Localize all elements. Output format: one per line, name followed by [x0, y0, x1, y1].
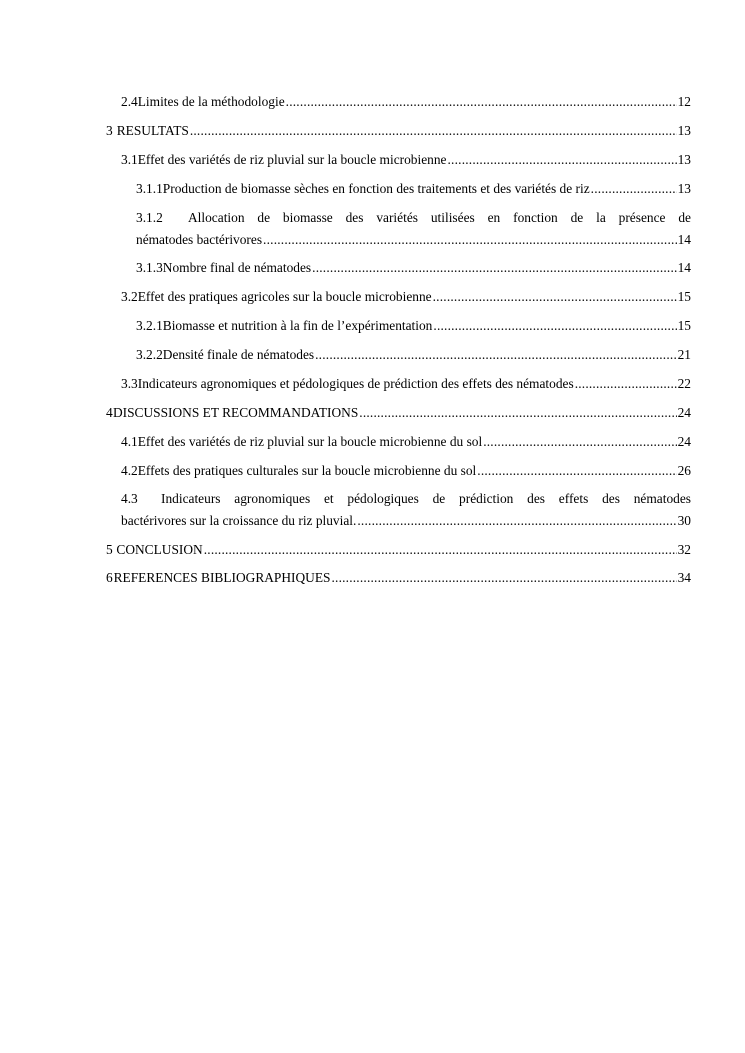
toc-page-number: 21	[677, 347, 691, 362]
dot-leader	[591, 181, 677, 197]
toc-entry-4-1[interactable]	[121, 434, 691, 450]
toc-entry-4-2[interactable]	[121, 463, 691, 479]
toc-page-number: 22	[677, 376, 691, 391]
toc-number: 4.2	[121, 463, 138, 478]
toc-title: DISCUSSIONS ET RECOMMANDATIONS	[112, 405, 359, 420]
dot-leader	[204, 542, 677, 558]
toc-number: 4.3	[121, 491, 138, 506]
toc-entry-4[interactable]	[106, 405, 691, 421]
toc-page-number: 14	[677, 260, 691, 275]
toc-page-number: 34	[677, 570, 691, 585]
toc-page-number: 13	[677, 181, 691, 196]
toc-page-number: 24	[677, 405, 691, 420]
toc-page-number: 13	[677, 123, 691, 138]
toc-entry-3[interactable]	[106, 123, 691, 139]
toc-entry-3-2[interactable]	[121, 289, 691, 305]
toc-entry-2-4[interactable]	[121, 94, 691, 110]
toc-title-line-1: Allocation de biomasse des variétés utilisées en fonction de la présence de	[188, 210, 691, 225]
toc-title: Densité finale de nématodes	[162, 347, 315, 362]
toc-number: 3.2.2	[136, 347, 163, 362]
toc-number: 4.1	[121, 434, 138, 449]
toc-page-number: 13	[677, 152, 691, 167]
toc-title: Nombre final de nématodes	[162, 260, 312, 275]
toc-entry-3-2-2[interactable]	[136, 347, 691, 363]
toc-number: 3.1.1	[136, 181, 163, 196]
dot-leader	[575, 376, 677, 392]
toc-entry-3-1-1[interactable]	[136, 181, 691, 197]
toc-title: Effet des variétés de riz pluvial sur la boucle microbienne	[137, 152, 447, 167]
dot-leader	[357, 513, 676, 529]
toc-title: Production de biomasse sèches en fonction des traitements et des variétés de riz	[162, 181, 590, 196]
toc-page-number: 15	[677, 318, 691, 333]
toc-title: Indicateurs agronomiques et pédologiques de prédiction des effets des nématodes	[137, 376, 574, 391]
toc-page-number: 15	[677, 289, 691, 304]
toc-page-number: 14	[677, 232, 691, 247]
dot-leader	[190, 123, 677, 139]
toc-title-line-2: bactérivores sur la croissance du riz pluvial.	[121, 513, 357, 528]
toc-title: Limites de la méthodologie	[137, 94, 285, 109]
dot-leader	[315, 347, 676, 363]
toc-title: Effet des variétés de riz pluvial sur la boucle microbienne du sol	[137, 434, 483, 449]
toc-number: 2.4	[121, 94, 138, 109]
toc-title: REFERENCES BIBLIOGRAPHIQUES	[113, 570, 331, 585]
dot-leader	[263, 232, 677, 248]
toc-number: 3.2	[121, 289, 138, 304]
toc-number: 4	[106, 405, 113, 420]
toc-title: RESULTATS	[116, 123, 189, 138]
toc-page-number: 32	[677, 542, 691, 557]
toc-title-line-1: Indicateurs agronomiques et pédologiques de prédiction des effets des nématodes	[161, 491, 691, 506]
toc-title: Effets des pratiques culturales sur la boucle microbienne du sol	[137, 463, 477, 478]
toc-page-number: 30	[677, 513, 691, 528]
toc-number: 3.1.3	[136, 260, 163, 275]
toc-entry-3-2-1[interactable]	[136, 318, 691, 334]
toc-entry-3-1-2[interactable]	[136, 210, 691, 248]
toc-page-number: 26	[677, 463, 691, 478]
toc-title: CONCLUSION	[116, 542, 203, 557]
toc-number: 3.2.1	[136, 318, 163, 333]
toc-number: 3.1	[121, 152, 138, 167]
toc-number: 3.3	[121, 376, 138, 391]
dot-leader	[331, 570, 676, 586]
toc-entry-5[interactable]	[106, 542, 691, 558]
toc-page-number: 24	[677, 434, 691, 449]
toc-entry-3-1[interactable]	[121, 152, 691, 168]
dot-leader	[312, 260, 676, 276]
dot-leader	[433, 289, 677, 305]
toc-entry-3-1-3[interactable]	[136, 260, 691, 276]
toc-title: Biomasse et nutrition à la fin de l’expérimentation	[162, 318, 433, 333]
toc-title-line-2: nématodes bactérivores	[136, 232, 263, 247]
toc-entry-4-3[interactable]	[121, 491, 691, 529]
dot-leader	[477, 463, 676, 479]
toc-number: 6	[106, 570, 113, 585]
toc-entry-6[interactable]	[106, 570, 691, 586]
toc-number: 3.1.2	[136, 210, 163, 225]
toc-number: 3	[106, 123, 113, 138]
toc-title: Effet des pratiques agricoles sur la boucle microbienne	[137, 289, 432, 304]
dot-leader	[359, 405, 676, 421]
toc-entry-3-3[interactable]	[121, 376, 691, 392]
toc-page-number: 12	[677, 94, 691, 109]
dot-leader	[433, 318, 676, 334]
toc-number: 5	[106, 542, 113, 557]
dot-leader	[286, 94, 677, 110]
dot-leader	[448, 152, 677, 168]
dot-leader	[483, 434, 676, 450]
